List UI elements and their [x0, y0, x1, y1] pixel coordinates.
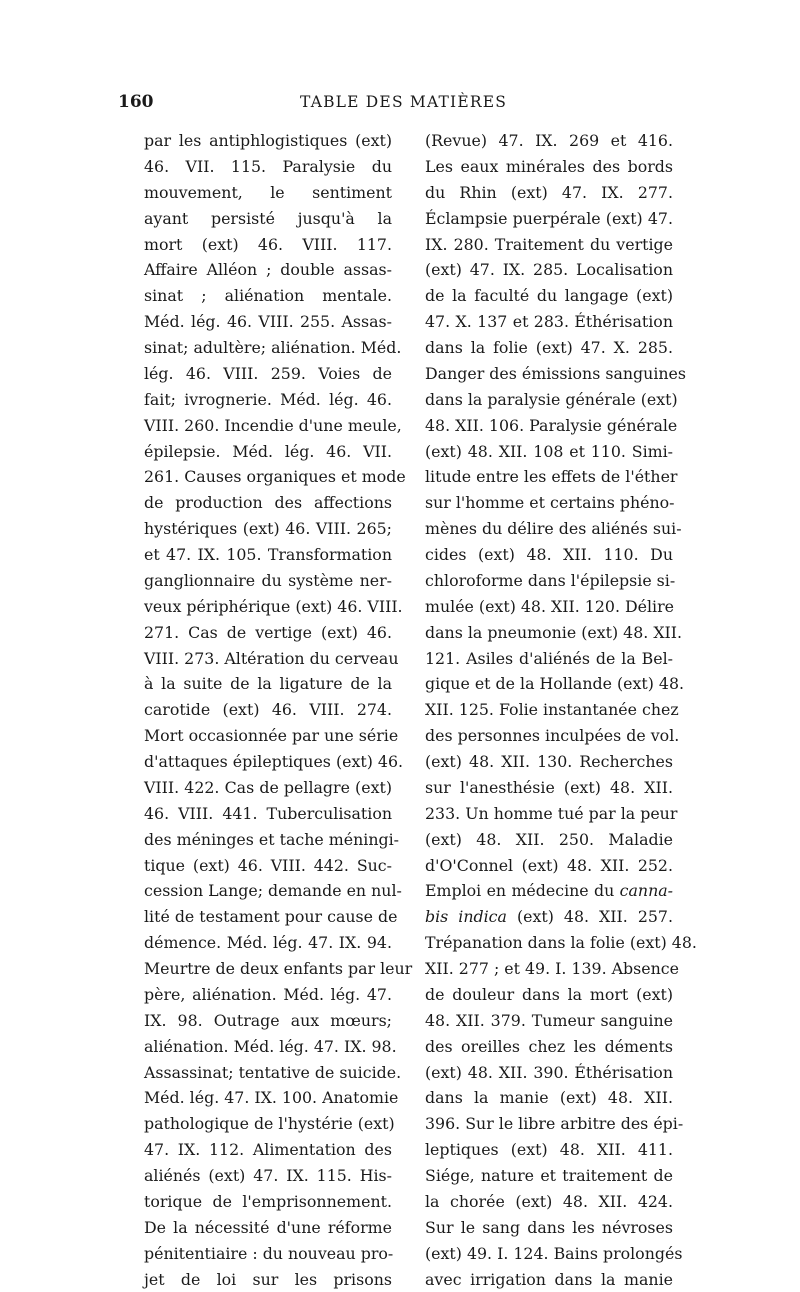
text-line: de production des affections [144, 490, 392, 516]
page-header [118, 92, 688, 116]
text-line: mènes du délire des aliénés sui- [425, 516, 673, 542]
text-line: VIII. 260. Incendie d'une meule, [144, 413, 392, 439]
text-line: pénitentiaire : du nouveau pro- [144, 1241, 392, 1267]
text-line: torique de l'emprisonnement. [144, 1189, 392, 1215]
text-line: aliénation. Méd. lég. 47. IX. 98. [144, 1034, 392, 1060]
text-line: ganglionnaire du système ner- [144, 568, 392, 594]
text-line: d'attaques épileptiques (ext) 46. [144, 749, 392, 775]
text-line: et 47. IX. 105. Transformation [144, 542, 392, 568]
page-number: 160 [118, 92, 154, 112]
text-line: dans la manie (ext) 48. XII. [425, 1085, 673, 1111]
text-line: aliénés (ext) 47. IX. 115. His- [144, 1163, 392, 1189]
text-line: avec irrigation dans la manie [425, 1267, 673, 1292]
text-line: 47. IX. 112. Alimentation des [144, 1137, 392, 1163]
text-line: du Rhin (ext) 47. IX. 277. [425, 180, 673, 206]
text-line: de douleur dans la mort (ext) [425, 982, 673, 1008]
text-line: sur l'anesthésie (ext) 48. XII. [425, 775, 673, 801]
text-line: leptiques (ext) 48. XII. 411. [425, 1137, 673, 1163]
italic-term: bis indica [425, 907, 517, 926]
text-line: 48. XII. 106. Paralysie générale [425, 413, 673, 439]
right-column [425, 128, 673, 1292]
text-line: (ext) 48. XII. 390. Éthérisation [425, 1060, 673, 1086]
text-line: VIII. 273. Altération du cerveau [144, 646, 392, 672]
text-line: à la suite de la ligature de la [144, 671, 392, 697]
text-line: cession Lange; demande en nul- [144, 878, 392, 904]
text-line: mouvement, le sentiment [144, 180, 392, 206]
text-line: IX. 98. Outrage aux mœurs; [144, 1008, 392, 1034]
text-line: Éclampsie puerpérale (ext) 47. [425, 206, 673, 232]
text-line: démence. Méd. lég. 47. IX. 94. [144, 930, 392, 956]
text-line: Trépanation dans la folie (ext) 48. [425, 930, 673, 956]
text-line: hystériques (ext) 46. VIII. 265; [144, 516, 392, 542]
text-line: (ext) 49. I. 124. Bains prolongés [425, 1241, 673, 1267]
text-line: Mort occasionnée par une série [144, 723, 392, 749]
text-line: Meurtre de deux enfants par leur [144, 956, 392, 982]
text-line: Méd. lég. 47. IX. 100. Anatomie [144, 1085, 392, 1111]
text-line: des oreilles chez les déments [425, 1034, 673, 1060]
text-line: père, aliénation. Méd. lég. 47. [144, 982, 392, 1008]
text-line: épilepsie. Méd. lég. 46. VII. [144, 439, 392, 465]
running-title: TABLE DES MATIÈRES [300, 93, 507, 111]
text-line: XII. 277 ; et 49. I. 139. Absence [425, 956, 673, 982]
text-line: Méd. lég. 46. VIII. 255. Assas- [144, 309, 392, 335]
text-line: Sur le sang dans les névroses [425, 1215, 673, 1241]
text-line: mort (ext) 46. VIII. 117. [144, 232, 392, 258]
text-line: dans la folie (ext) 47. X. 285. [425, 335, 673, 361]
text-line: XII. 125. Folie instantanée chez [425, 697, 673, 723]
text-line: bis indica (ext) 48. XII. 257. [425, 904, 673, 930]
text-line: litude entre les effets de l'éther [425, 464, 673, 490]
text-line: 396. Sur le libre arbitre des épi- [425, 1111, 673, 1137]
text-line: dans la paralysie générale (ext) [425, 387, 673, 413]
text-line: carotide (ext) 46. VIII. 274. [144, 697, 392, 723]
text-line: (ext) 48. XII. 130. Recherches [425, 749, 673, 775]
text-line: des méninges et tache méningi- [144, 827, 392, 853]
text-line: 233. Un homme tué par la peur [425, 801, 673, 827]
text-line: Les eaux minérales des bords [425, 154, 673, 180]
text-line: la chorée (ext) 48. XII. 424. [425, 1189, 673, 1215]
text-line: mulée (ext) 48. XII. 120. Délire [425, 594, 673, 620]
text-line: (ext) 48. XII. 250. Maladie [425, 827, 673, 853]
text-line: Affaire Alléon ; double assas- [144, 257, 392, 283]
text-line: jet de loi sur les prisons [144, 1267, 392, 1292]
text-line: Assassinat; tentative de suicide. [144, 1060, 392, 1086]
text-line: Siége, nature et traitement de [425, 1163, 673, 1189]
text-line: 121. Asiles d'aliénés de la Bel- [425, 646, 673, 672]
text-line: De la nécessité d'une réforme [144, 1215, 392, 1241]
text-line: lég. 46. VIII. 259. Voies de [144, 361, 392, 387]
text-line: par les antiphlogistiques (ext) [144, 128, 392, 154]
text-line: d'O'Connel (ext) 48. XII. 252. [425, 853, 673, 879]
text-line: des personnes inculpées de vol. [425, 723, 673, 749]
text-line: (Revue) 47. IX. 269 et 416. [425, 128, 673, 154]
text-line: de la faculté du langage (ext) [425, 283, 673, 309]
text-line: (ext) 47. IX. 285. Localisation [425, 257, 673, 283]
text-line: 46. VII. 115. Paralysie du [144, 154, 392, 180]
text-line: tique (ext) 46. VIII. 442. Suc- [144, 853, 392, 879]
text-line: fait; ivrognerie. Méd. lég. 46. [144, 387, 392, 413]
left-column [144, 128, 392, 1292]
text-line: dans la pneumonie (ext) 48. XII. [425, 620, 673, 646]
text-line: Danger des émissions sanguines [425, 361, 673, 387]
text-line: ayant persisté jusqu'à la [144, 206, 392, 232]
text-line: Emploi en médecine du canna- [425, 878, 673, 904]
text-line: VIII. 422. Cas de pellagre (ext) [144, 775, 392, 801]
text-line: 47. X. 137 et 283. Éthérisation [425, 309, 673, 335]
text-line: sur l'homme et certains phéno- [425, 490, 673, 516]
text-line: (ext) 48. XII. 108 et 110. Simi- [425, 439, 673, 465]
text-line: gique et de la Hollande (ext) 48. [425, 671, 673, 697]
text-line: sinat; adultère; aliénation. Méd. [144, 335, 392, 361]
text-line: IX. 280. Traitement du vertige [425, 232, 673, 258]
text-line: veux périphérique (ext) 46. VIII. [144, 594, 392, 620]
text-line: sinat ; aliénation mentale. [144, 283, 392, 309]
text-line: 261. Causes organiques et mode [144, 464, 392, 490]
text-line: lité de testament pour cause de [144, 904, 392, 930]
italic-term: canna- [620, 881, 673, 900]
text-line: chloroforme dans l'épilepsie si- [425, 568, 673, 594]
text-line: 271. Cas de vertige (ext) 46. [144, 620, 392, 646]
text-line: 48. XII. 379. Tumeur sanguine [425, 1008, 673, 1034]
text-line: cides (ext) 48. XII. 110. Du [425, 542, 673, 568]
text-line: 46. VIII. 441. Tuberculisation [144, 801, 392, 827]
text-line: pathologique de l'hystérie (ext) [144, 1111, 392, 1137]
